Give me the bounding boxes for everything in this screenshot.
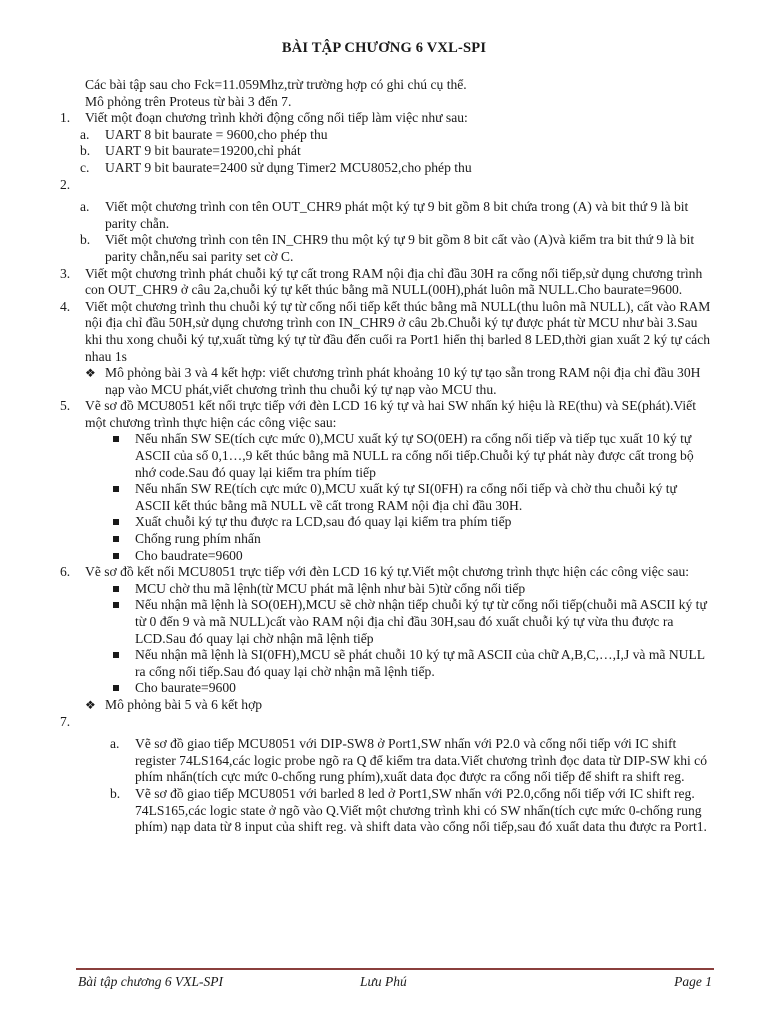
diamond-bullet-icon: ❖	[85, 366, 96, 381]
bullet-text: Xuất chuỗi ký tự thu được ra LCD,sau đó quay lại kiểm tra phím tiếp	[135, 514, 512, 530]
sub-item-marker: b.	[80, 232, 91, 248]
square-bullet-icon	[113, 685, 119, 691]
note-text: Mô phỏng bài 3 và 4 kết hợp: viết chương trình phát khoảng 10 ký tự tạo sẵn trong RAM nội địa chỉ đầu 30H nạp vào MCU phát,viết chương trình thu chuỗi ký tự nạp vào MCU thu.	[105, 365, 701, 397]
exercise-number: 5.	[60, 398, 71, 414]
exercise-text: Vẽ sơ đồ MCU8051 kết nối trực tiếp với đèn LCD 16 ký tự và hai SW nhấn ký hiệu là RE(thu) và SE(phát).Viết một chương trình thực hiện các công việc sau:	[85, 398, 696, 430]
sub-item	[110, 786, 715, 836]
exercise-number: 4.	[60, 298, 71, 314]
exercise-text: Viết một đoạn chương trình khởi động cổng nối tiếp làm việc như sau:	[85, 110, 468, 126]
sub-item	[80, 199, 715, 232]
document-body	[60, 77, 715, 836]
sub-item	[80, 127, 715, 144]
bullet-text: Cho baudrate=9600	[135, 547, 243, 563]
sub-item-marker: b.	[80, 143, 91, 159]
square-bullet-icon	[113, 436, 119, 442]
bullet-item	[105, 597, 715, 647]
exercise-number: 3.	[60, 265, 71, 281]
document-title: BÀI TẬP CHƯƠNG 6 VXL-SPI	[281, 40, 487, 56]
sub-item-text: Viết một chương trình con tên OUT_CHR9 phát một ký tự 9 bit gồm 8 bit chứa trong (A) và bit thứ 9 là bit parity chẵn.	[105, 199, 689, 231]
bullet-item	[105, 431, 715, 481]
exercise-2	[60, 177, 715, 194]
exercise-6	[60, 564, 715, 581]
bullet-text: Nếu nhấn SW RE(tích cực mức 0),MCU xuất ký tự SI(0FH) ra cổng nối tiếp và chờ thu chuỗi ký tự ASCII kết thúc bằng mã NULL về cất trong RAM nội địa chỉ đầu 30H.	[135, 481, 677, 513]
sub-item	[80, 232, 715, 265]
bullet-item	[105, 531, 715, 548]
bullet-text: Chống rung phím nhấn	[135, 531, 261, 547]
sub-item-text: Viết một chương trình con tên IN_CHR9 thu một ký tự 9 bit gồm 8 bit cất vào (A)và kiểm tra bit thứ 9 là bit parity chẵn,nếu sai parity set cờ C.	[105, 232, 695, 264]
sub-item-marker: c.	[80, 159, 90, 175]
square-bullet-icon	[113, 519, 119, 525]
sub-item-marker: b.	[110, 785, 121, 801]
bullet-item	[105, 548, 715, 565]
sub-item-text: Vẽ sơ đồ giao tiếp MCU8051 với DIP-SW8 ở Port1,SW nhấn với P2.0 và cổng nối tiếp với IC shift register 74LS164,các logic probe ngõ ra Q để kiểm tra data.Viết chương trình đọc data từ DIP-SW khi có phím nhấn(tích cực mức 0-chống rung phím),xuất data đọc được ra cổng nối tiếp để shift ra shift reg.	[135, 736, 707, 785]
sub-item-text: Vẽ sơ đồ giao tiếp MCU8051 với barled 8 led ở Port1,SW nhấn với P2.0,cổng nối tiếp với IC shift reg. 74LS165,các logic state ở ngõ vào Q.Viết một chương trình khi có SW nhấn(tích cực mức 0-chống rung phím) nạp data từ 8 input của shift reg. và shift data vào cổng nối tiếp,sau đó xuất data thu được ra Port1.	[135, 785, 707, 835]
exercise-number: 7.	[60, 713, 71, 729]
note-text: Mô phỏng bài 5 và 6 kết hợp	[105, 696, 263, 712]
exercise-text: Viết một chương trình phát chuỗi ký tự cất trong RAM nội địa chỉ đầu 30H ra cổng nối tiếp,sử dụng chương trình con OUT_CHR9 ở câu 2a,chuỗi ký tự kết thúc bằng mã NULL(00H),phát luôn mã NULL.Cho baurate=9600.	[85, 265, 703, 298]
footer-doc-title: Bài tập chương 6 VXL-SPI	[78, 974, 224, 989]
sub-item-marker: a.	[80, 126, 90, 142]
exercise-3	[60, 266, 715, 299]
square-bullet-icon	[113, 602, 119, 608]
intro-line: Mô phỏng trên Proteus từ bài 3 đến 7.	[85, 93, 292, 109]
bullet-text: Nếu nhận mã lệnh là SO(0EH),MCU sẽ chờ nhận tiếp chuỗi ký tự từ cổng nối tiếp(chuỗi mã ASCII ký tự từ 0 đến 9 và mã NULL)cất vào RAM nội địa chỉ đầu 30H,sau đó xuất chuỗi ký tự vừa thu được ra LCD.Sau đó quay lại chờ nhận mã lệnh tiếp	[135, 597, 707, 646]
sub-item-marker: a.	[110, 736, 120, 752]
footer-author: Lưu Phú	[360, 974, 407, 989]
bullet-text: Cho baurate=9600	[135, 680, 236, 696]
bullet-item	[105, 680, 715, 697]
exercise-number: 6.	[60, 564, 71, 580]
bullet-text: Nếu nhận mã lệnh là SI(0FH),MCU sẽ phát chuỗi 10 ký tự mã ASCII của chữ A,B,C,…,I,J và mã NULL ra cổng nối tiếp.Sau đó quay lại chờ nhận mã lệnh tiếp.	[135, 647, 705, 679]
sub-item-text: UART 8 bit baurate = 9600,cho phép thu	[105, 126, 328, 142]
diamond-bullet-icon: ❖	[85, 697, 96, 712]
bullet-item	[105, 647, 715, 680]
bullet-item	[105, 481, 715, 514]
square-bullet-icon	[113, 586, 119, 592]
exercise-text: Vẽ sơ đồ kết nối MCU8051 trực tiếp với đèn LCD 16 ký tự.Viết một chương trình thực hiện các công việc sau:	[85, 564, 690, 580]
bullet-item	[105, 581, 715, 598]
exercise-4	[60, 299, 715, 365]
sub-item-text: UART 9 bit baurate=2400 sử dụng Timer2 MCU8052,cho phép thu	[105, 159, 472, 175]
sub-item-marker: a.	[80, 199, 90, 215]
exercise-text: Viết một chương trình thu chuỗi ký tự từ cổng nối tiếp kết thúc bằng mã NULL(thu luôn mã NULL), cất vào RAM nội địa chỉ đầu 50H,sử dụng chương trình con IN_CHR9 ở câu 2b.Chuỗi ký tự được phát từ MCU như bài 3.Sau khi thu xong chuỗi ký tự,xuất từng ký tự từ đầu đến cuối ra Port1 hiển thị barled 8 LED,thời gian xuất 2 ký tự cách nhau 1s	[85, 298, 711, 364]
sub-item-text: UART 9 bit baurate=19200,chỉ phát	[105, 143, 301, 159]
intro-line: Các bài tập sau cho Fck=11.059Mhz,trừ trường hợp có ghi chú cụ thể.	[85, 77, 467, 92]
square-bullet-icon	[113, 486, 119, 492]
bullet-text: Nếu nhấn SW SE(tích cực mức 0),MCU xuất ký tự SO(0EH) ra cổng nối tiếp và tiếp tục xuất 10 ký tự ASCII của số 0,1…,9 kết thúc bằng mã NULL ra cổng nối tiếp.Chuỗi ký tự phát này được cất trong bộ nhớ code.Sau đó quay lại kiểm tra phím tiếp	[135, 431, 694, 480]
page-footer	[76, 968, 714, 989]
square-bullet-icon	[113, 652, 119, 658]
sub-item	[80, 160, 715, 177]
square-bullet-icon	[113, 553, 119, 559]
bullet-item	[105, 514, 715, 531]
simulation-note	[60, 365, 715, 398]
sub-item	[80, 143, 715, 160]
bullet-text: MCU chờ thu mã lệnh(từ MCU phát mã lệnh như bài 5)từ cổng nối tiếp	[135, 580, 526, 596]
exercise-1	[60, 110, 715, 127]
exercise-5	[60, 398, 715, 431]
exercise-number: 2.	[60, 176, 71, 192]
exercise-7	[60, 714, 715, 731]
sub-item	[110, 736, 715, 786]
simulation-note	[60, 697, 715, 714]
footer-page-number: Page 1	[674, 974, 712, 989]
exercise-number: 1.	[60, 110, 71, 126]
square-bullet-icon	[113, 536, 119, 542]
